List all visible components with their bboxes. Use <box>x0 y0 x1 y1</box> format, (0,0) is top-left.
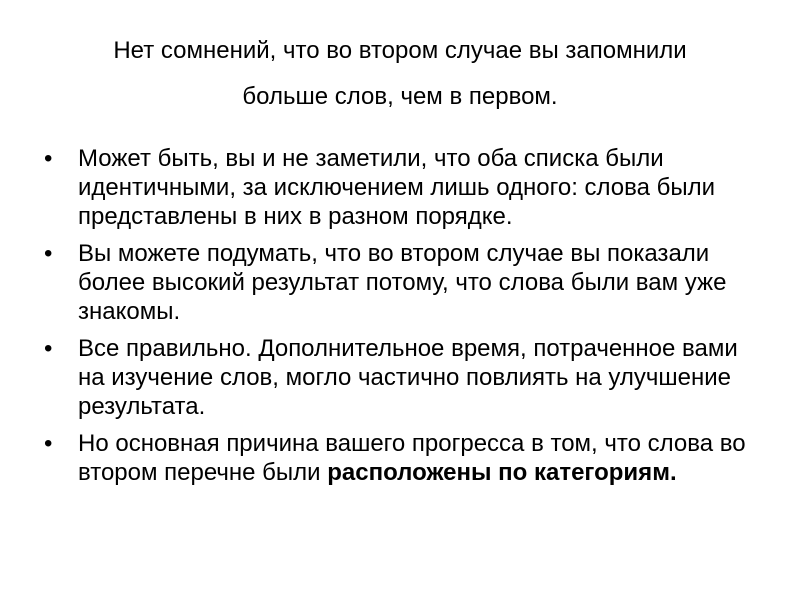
title-line-1: Нет сомнений, что во втором случае вы запомнили <box>113 37 687 64</box>
bullet-item-4 <box>40 429 760 487</box>
bullet-marker: • <box>44 240 53 267</box>
bullet-marker: • <box>44 335 53 362</box>
bullet-item-3 <box>40 334 760 421</box>
bullet-item-1 <box>40 144 760 231</box>
bullet-item-2 <box>40 239 760 326</box>
bullet-text-3: Все правильно. Дополнительное время, потраченное вами на изучение слов, могло частично повлиять на улучшение результата. <box>78 335 738 420</box>
bullet-marker: • <box>44 430 53 457</box>
bullet-marker: • <box>44 145 53 172</box>
bullet-list <box>40 144 760 495</box>
bullet-text-1: Может быть, вы и не заметили, что оба списка были идентичными, за исключением лишь одного: слова были представлены в них в разном порядке. <box>78 145 716 230</box>
bullet-text-2: Вы можете подумать, что во втором случае вы показали более высокий результат потому, что слова были вам уже знакомы. <box>78 240 727 325</box>
bullet-text-4: Но основная причина вашего прогресса в том, что слова во втором перечне были <box>78 430 746 486</box>
title-line-2: больше слов, чем в первом. <box>242 83 558 110</box>
slide-title <box>40 28 760 120</box>
bullet-text-4-bold: расположены по категориям. <box>327 459 677 486</box>
